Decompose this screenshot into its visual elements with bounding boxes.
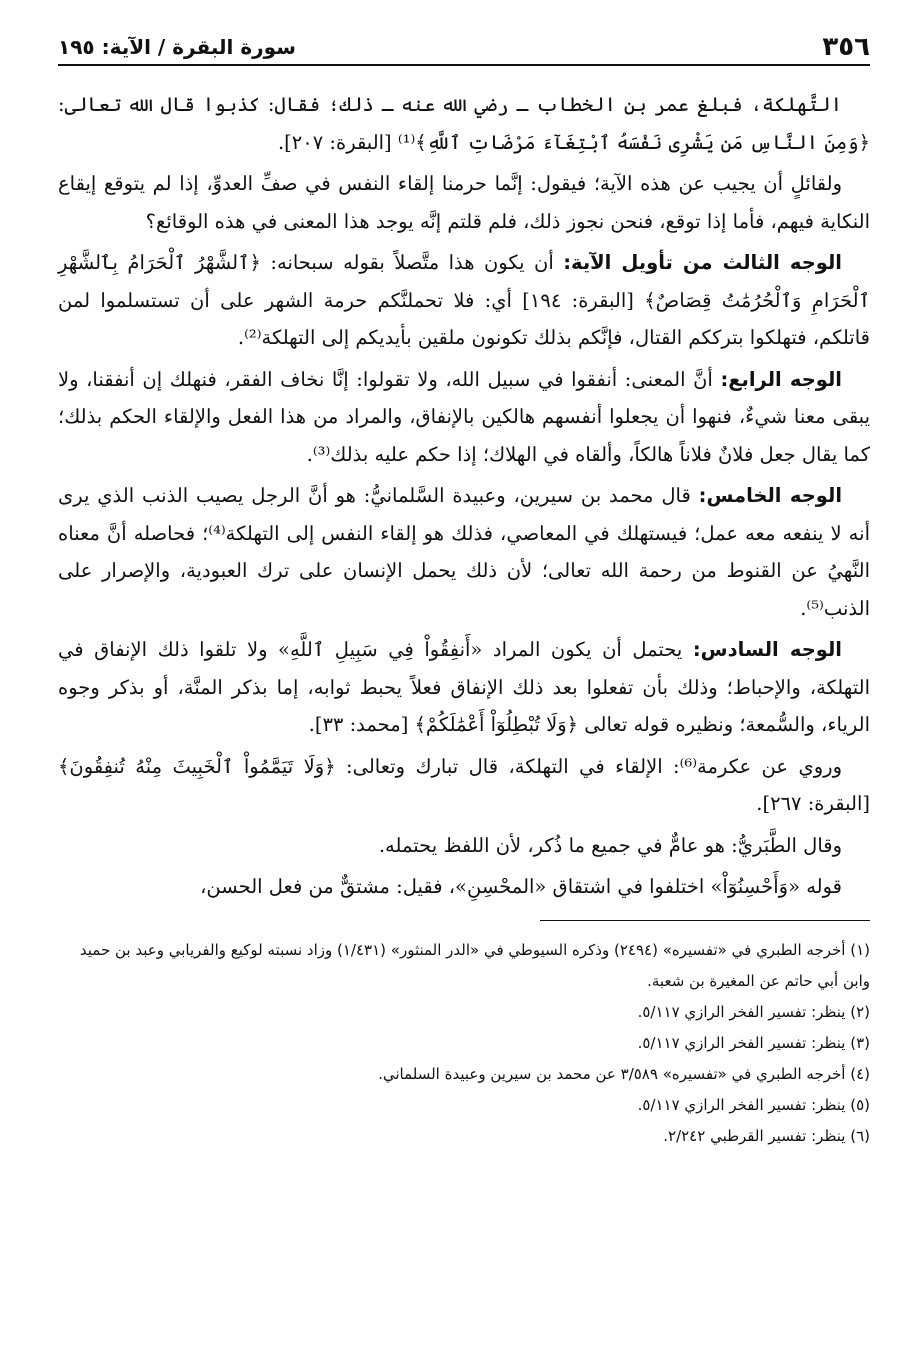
paragraph-heading: الوجه الخامس: <box>698 484 843 507</box>
footnote: (٤) أخرجه الطبري في «تفسيره» ٣/٥٨٩ عن محمد بن سيرين وعبيدة السلماني. <box>378 1064 870 1083</box>
paragraph <box>58 868 870 906</box>
paragraph <box>58 748 870 823</box>
footnote: (٢) ينظر: تفسير الفخر الرازي ٥/١١٧. <box>637 1002 870 1021</box>
paragraph <box>58 361 870 474</box>
paragraph-text: ولقائلٍ أن يجيب عن هذه الآية؛ فيقول: إنَّما حرمنا إلقاء النفس في صفِّ العدوِّ، إذا لم يتوقع إيقاع النكاية فيهم، فأما إذا توقع، فنحن نجوز ذلك، فلم قلتم إنَّه يوجد هذا المعنى في هذه الوقائع؟ <box>58 172 870 233</box>
footnote: (٦) ينظر: تفسير القرطبي ٢/٢٤٢. <box>663 1126 870 1145</box>
page-header <box>58 30 870 66</box>
paragraph-text: وقال الطَّبَريُّ: هو عامٌّ في جميع ما ذُكر، لأن اللفظ يحتمله. <box>378 833 842 857</box>
footnotes <box>58 935 870 1152</box>
paragraph <box>58 86 870 161</box>
paragraph-heading: الوجه الثالث من تأويل الآية: <box>563 251 842 274</box>
paragraph <box>58 827 870 865</box>
page-number: ٣٥٦ <box>822 32 870 62</box>
footnote: (٣) ينظر: تفسير الفخر الرازي ٥/١١٧. <box>637 1033 870 1052</box>
paragraph-text: قوله «وَأَحْسِنُوٓاْ» اختلفوا في اشتقاق «المحْسِنِ»، فقيل: مشتقٌّ من فعل الحسن، <box>200 875 842 898</box>
paragraph <box>58 477 870 627</box>
footnote: (١) أخرجه الطبري في «تفسيره» (٢٤٩٤) وذكره السيوطي في «الدر المنثور» (١/٤٣١) وزاد نسبته لوكيع والفريابي وعبد بن حميد وابن أبي حاتم عن المغيرة بن شعبة. <box>79 940 870 990</box>
paragraph-text: أن يكون هذا متَّصلاً بقوله سبحانه: ﴿ٱلشَّهْرُ ٱلْحَرَامُ بِٱلشَّهْرِ ٱلْحَرَامِ وَٱلْحُرُمَٰتُ قِصَاصٌ﴾ [البقرة: ١٩٤] أي: فلا تحملنَّكم حرمة الشهر على أن تستسلموا لمن قاتلكم، فتهلكوا بترككم القتال، فإنَّكم بذلك تكونون ملقين بأيديكم إلى التهلكة⁽²⁾. <box>58 251 870 349</box>
running-title: سورة البقرة / الآية: ١٩٥ <box>58 35 296 59</box>
footnote: (٥) ينظر: تفسير الفخر الرازي ٥/١١٧. <box>637 1095 870 1114</box>
paragraph-text: يحتمل أن يكون المراد «أَنفِقُواْ فِي سَبِيلِ ٱللَّهِ» ولا تلقوا ذلك الإنفاق في التهلكة، والإحباط؛ وذلك بأن تفعلوا بعد ذلك الإنفاق فعلاً يحبط ثوابه، إما بذكر المنَّة، أو بذكر وجوه الرياء، والسُّمعة؛ ونظيره قوله تعالى ﴿وَلَا تُبْطِلُوٓاْ أَعْمَٰلَكُمْ﴾ [محمد: ٣٣]. <box>58 638 870 736</box>
paragraph-text: وروي عن عكرمة⁽⁶⁾: الإلقاء في التهلكة، قال تبارك وتعالى: ﴿وَلَا تَيَمَّمُواْ ٱلْخَبِيثَ مِنْهُ تُنفِقُونَ﴾ [البقرة: ٢٦٧]. <box>58 754 870 815</box>
paragraph-heading: الوجه السادس: <box>692 638 842 661</box>
main-text <box>58 86 870 906</box>
paragraph <box>58 165 870 240</box>
paragraph-heading: الوجه الرابع: <box>720 367 842 391</box>
paragraph <box>58 631 870 744</box>
paragraph <box>58 244 870 357</box>
book-page <box>58 30 870 1350</box>
paragraph-text: أنَّ المعنى: أنفقوا في سبيل الله، ولا تقولوا: إنَّا نخاف الفقر، فنهلك إن أنفقنا، ولا يبقى معنا شيءٌ، فنهوا أن يجعلوا أنفسهم هالكين بالإنفاق، والمراد من هذا الفعل والإلقاء الحكم بذلك؛ كما يقال جعل فلانٌ فلاناً هالكاً، وألقاه في الهلاك؛ إذا حكم عليه بذلك⁽³⁾. <box>58 367 870 466</box>
footnote-divider <box>540 920 870 921</box>
paragraph-text: التَّهلكة، فبلغ عمر بن الخطاب ـ رضي الله عنه ـ ذلك؛ فقال: كذبوا قال الله تعالى: ﴿وَمِنَ النَّاسِ مَن يَشْرِى نَفْسَهُ ٱبْتِغَآءَ مَرْضَاتِ ٱللَّهِ﴾⁽¹⁾ [البقرة: ٢٠٧]. <box>58 93 870 154</box>
paragraph-text: قال محمد بن سيرين، وعبيدة السَّلمانيُّ: هو أنَّ الرجل يصيب الذنب الذي يرى أنه لا ينفعه معه عمل؛ فيستهلك في المعاصي، فذلك هو إلقاء النفس إلى التهلكة⁽⁴⁾؛ فحاصله أنَّ معناه النَّهيُ عن القنوط من رحمة الله تعالى؛ لأن ذلك يحمل الإنسان على ترك العبودية، والإصرار على الذنب⁽⁵⁾. <box>58 484 870 620</box>
